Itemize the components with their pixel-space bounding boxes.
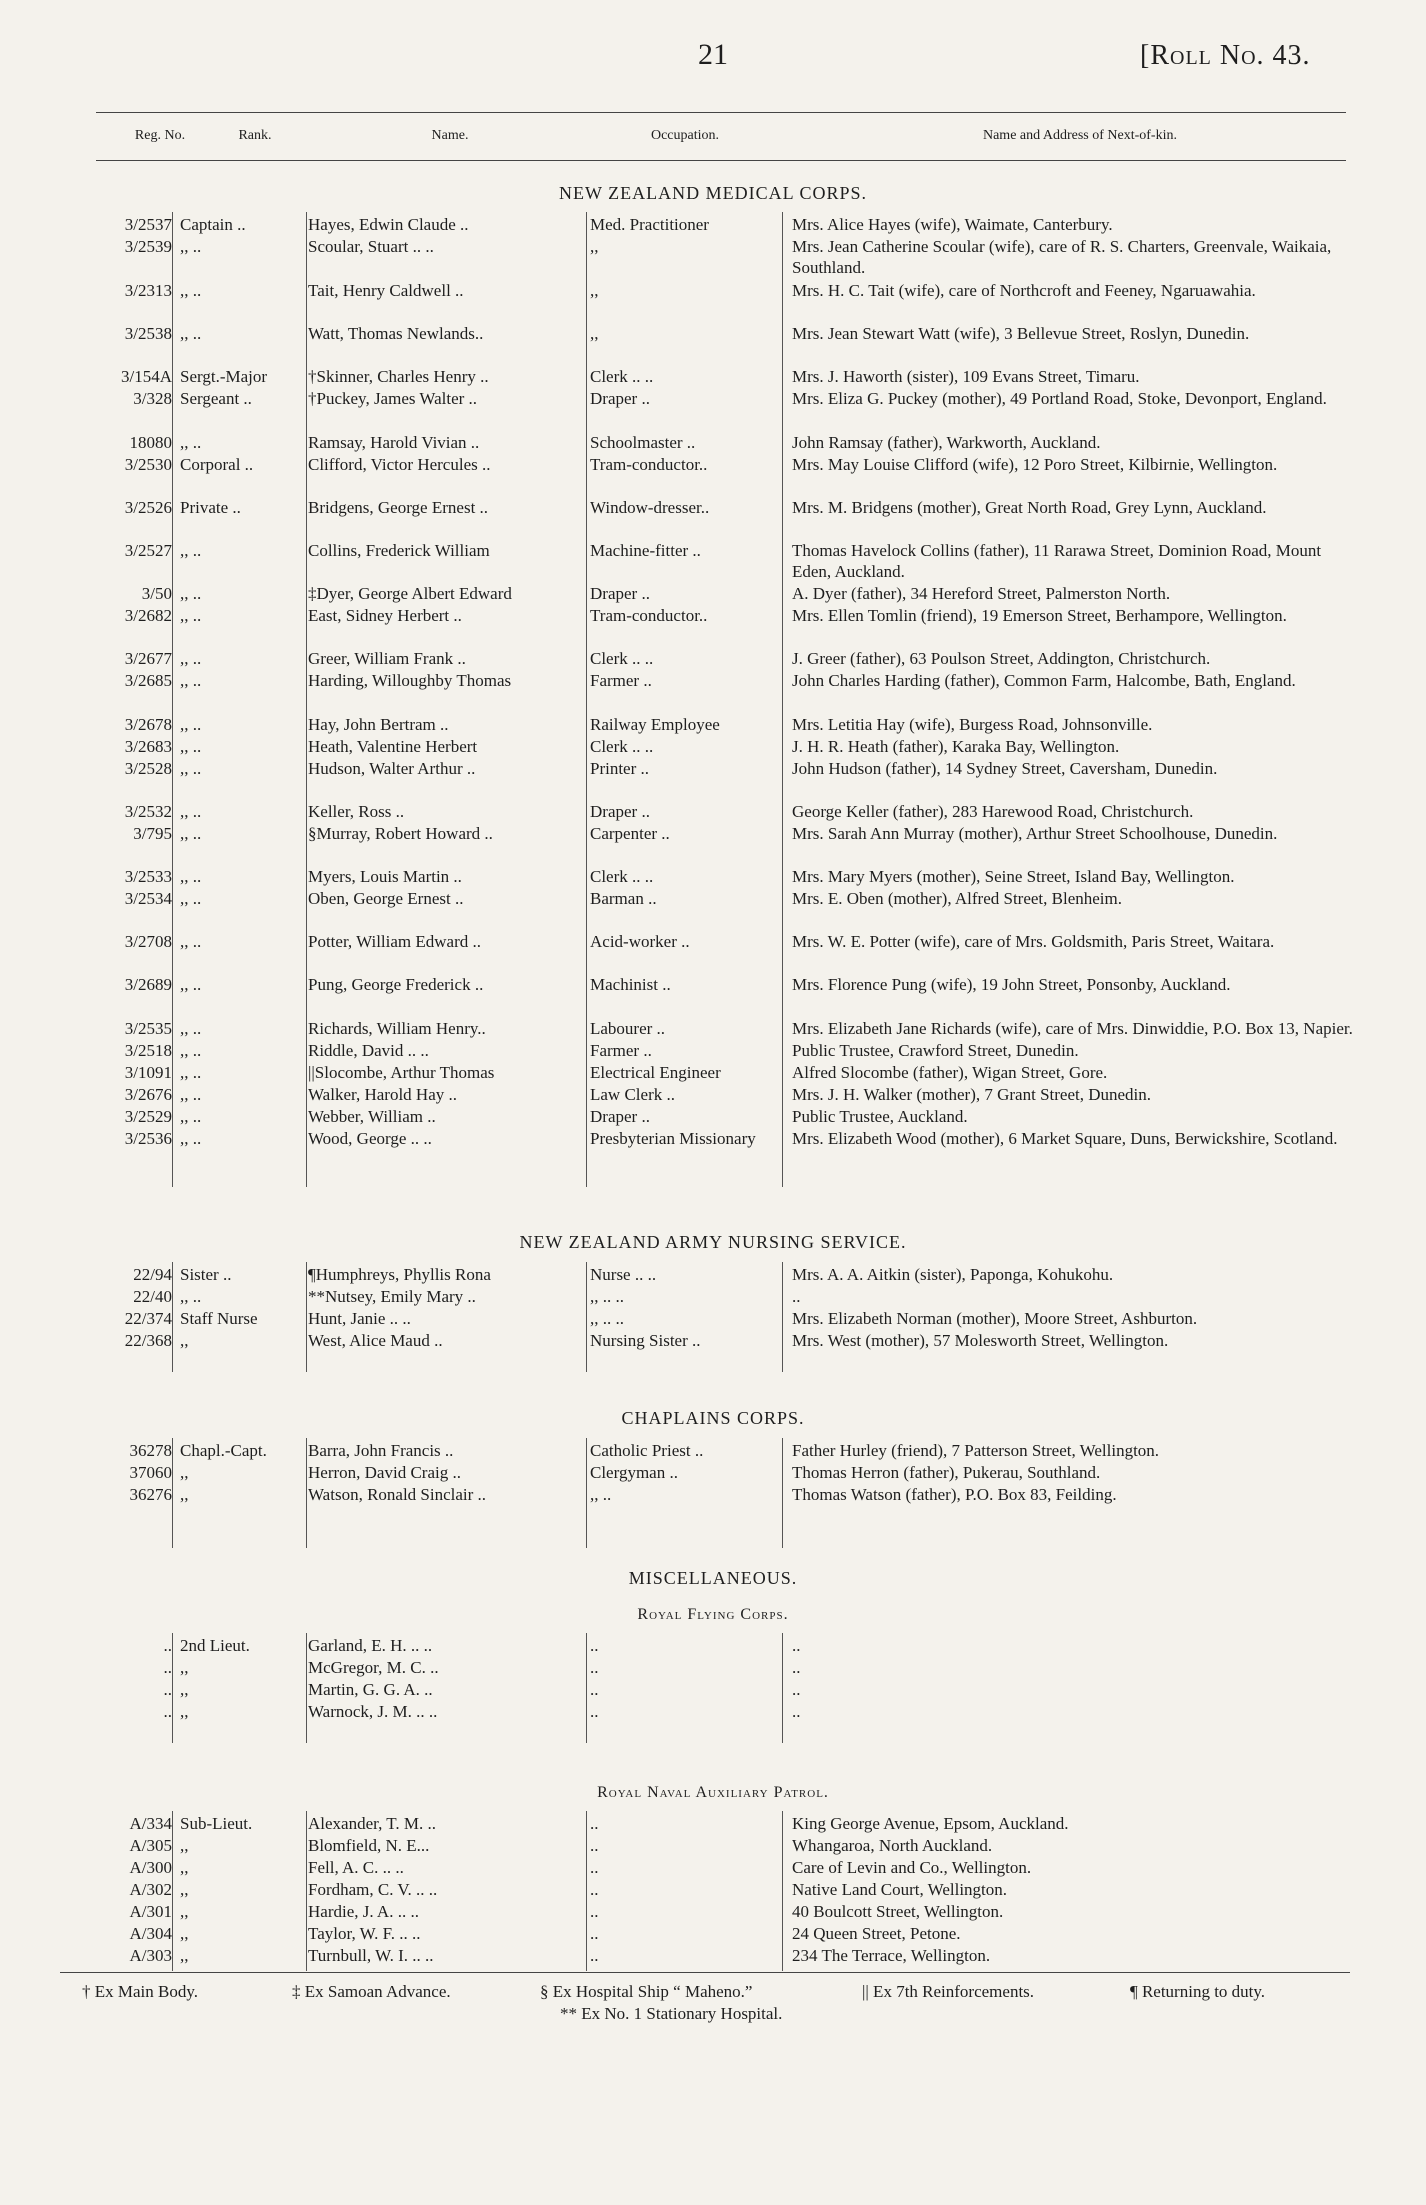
rank-cell: ,, .. <box>180 1107 202 1126</box>
reg-no-cell: 22/374 <box>124 1309 172 1328</box>
rank-cell: Sergeant .. <box>180 389 252 408</box>
reg-no-cell: A/300 <box>129 1858 172 1877</box>
footnote-samoan: ‡ Ex Samoan Advance. <box>292 1982 451 2001</box>
reg-no-cell: 3/1091 <box>124 1063 172 1082</box>
rank-cell: ,, .. <box>180 802 202 821</box>
occupation-cell: Printer .. <box>590 759 650 778</box>
column-divider <box>172 1262 173 1372</box>
col-header-occupation: Occupation. <box>650 128 720 143</box>
reg-no-cell: 3/2313 <box>124 281 172 300</box>
occupation-cell: Clerk .. .. <box>590 867 654 886</box>
next-of-kin-cell: King George Avenue, Epsom, Auckland. <box>792 1814 1069 1833</box>
occupation-cell: ,, <box>590 237 599 256</box>
next-of-kin-cell: Mrs. J. H. Walker (mother), 7 Grant Street, Dunedin. <box>792 1085 1152 1104</box>
next-of-kin-cell: J. Greer (father), 63 Poulson Street, Addington, Christchurch. <box>792 649 1211 668</box>
col-header-next-of-kin: Name and Address of Next-of-kin. <box>982 128 1177 143</box>
rank-cell: ,, .. <box>180 324 202 343</box>
reg-no-cell: 36276 <box>129 1485 172 1504</box>
occupation-cell: Tram-conductor.. <box>590 606 708 625</box>
rank-cell: Private .. <box>180 498 241 517</box>
reg-no-cell: 22/94 <box>133 1265 172 1284</box>
occupation-cell: Draper .. <box>590 1107 650 1126</box>
rank-cell: ,, <box>180 1836 189 1855</box>
reg-no-cell: A/304 <box>129 1924 172 1943</box>
reg-no-cell: 3/2535 <box>124 1019 172 1038</box>
name-cell: Oben, George Ernest .. <box>308 889 464 908</box>
name-cell: Scoular, Stuart .. .. <box>308 237 434 256</box>
occupation-cell: Draper .. <box>590 389 650 408</box>
rank-cell: ,, <box>180 1680 189 1699</box>
next-of-kin-cell: Thomas Watson (father), P.O. Box 83, Feilding. <box>792 1485 1117 1504</box>
occupation-cell: Carpenter .. <box>590 824 670 843</box>
rank-cell: ,, .. <box>180 433 202 452</box>
footnote-main-body: † Ex Main Body. <box>82 1982 199 2001</box>
reg-no-cell: 3/2683 <box>124 737 172 756</box>
rank-cell: ,, .. <box>180 824 202 843</box>
column-divider <box>172 212 173 1187</box>
column-divider <box>172 1633 173 1743</box>
occupation-cell: .. <box>590 1946 599 1965</box>
name-cell: Blomfield, N. E... <box>308 1836 430 1855</box>
rank-cell: Captain .. <box>180 215 246 234</box>
rank-cell: 2nd Lieut. <box>180 1636 250 1655</box>
rank-cell: ,, .. <box>180 1019 202 1038</box>
name-cell: Hardie, J. A. .. .. <box>308 1902 419 1921</box>
next-of-kin-cell: Thomas Havelock Collins (father), 11 Rarawa Street, Dominion Road, Mount Eden, Auckland. <box>792 541 1322 581</box>
rank-cell: ,, .. <box>180 889 202 908</box>
occupation-cell: Farmer .. <box>590 1041 652 1060</box>
occupation-cell: Clerk .. .. <box>590 649 654 668</box>
name-cell: Hunt, Janie .. .. <box>308 1309 411 1328</box>
occupation-cell: Electrical Engineer <box>590 1063 721 1082</box>
rank-cell: ,, <box>180 1924 189 1943</box>
rank-cell: ,, <box>180 1485 189 1504</box>
rank-cell: ,, .. <box>180 541 202 560</box>
name-cell: Watt, Thomas Newlands.. <box>308 324 484 343</box>
next-of-kin-cell: John Charles Harding (father), Common Farm, Halcombe, Bath, England. <box>792 671 1296 690</box>
section-title: CHAPLAINS CORPS. <box>621 1408 805 1428</box>
rank-cell: ,, .. <box>180 759 202 778</box>
reg-no-cell: 22/40 <box>133 1287 172 1306</box>
reg-no-cell: 3/2689 <box>124 975 172 994</box>
next-of-kin-cell: Mrs. Jean Stewart Watt (wife), 3 Bellevue Street, Roslyn, Dunedin. <box>792 324 1250 343</box>
section-title: NEW ZEALAND MEDICAL CORPS. <box>559 183 867 203</box>
column-divider <box>782 1811 783 1971</box>
name-cell: §Murray, Robert Howard .. <box>308 824 493 843</box>
occupation-cell: Catholic Priest .. <box>590 1441 704 1460</box>
column-divider <box>782 212 783 1187</box>
next-of-kin-cell: Mrs. Elizabeth Wood (mother), 6 Market Square, Duns, Berwickshire, Scotland. <box>792 1129 1338 1148</box>
name-cell: Ramsay, Harold Vivian .. <box>308 433 480 452</box>
next-of-kin-cell: 234 The Terrace, Wellington. <box>792 1946 991 1965</box>
rank-cell: Sergt.-Major <box>180 367 268 386</box>
name-cell: Watson, Ronald Sinclair .. <box>308 1485 487 1504</box>
rank-cell: ,, .. <box>180 606 202 625</box>
column-divider <box>306 1438 307 1548</box>
reg-no-cell: 3/2528 <box>124 759 172 778</box>
rank-cell: Corporal .. <box>180 455 254 474</box>
column-divider <box>586 1811 587 1971</box>
rank-cell: ,, <box>180 1880 189 1899</box>
occupation-cell: Draper .. <box>590 584 650 603</box>
name-cell: Fordham, C. V. .. .. <box>308 1880 438 1899</box>
name-cell: Bridgens, George Ernest .. <box>308 498 489 517</box>
name-cell: ¶Humphreys, Phyllis Rona <box>308 1265 491 1284</box>
occupation-cell: Railway Employee <box>590 715 720 734</box>
reg-no-cell: 3/2539 <box>124 237 172 256</box>
next-of-kin-cell: A. Dyer (father), 34 Hereford Street, Palmerston North. <box>792 584 1171 603</box>
rank-cell: ,, .. <box>180 715 202 734</box>
rank-cell: ,, .. <box>180 1287 202 1306</box>
reg-no-cell: .. <box>163 1636 172 1655</box>
rank-cell: ,, .. <box>180 1063 202 1082</box>
occupation-cell: Clerk .. .. <box>590 737 654 756</box>
column-divider <box>782 1438 783 1548</box>
reg-no-cell: 3/795 <box>133 824 172 843</box>
next-of-kin-cell: Father Hurley (friend), 7 Patterson Street, Wellington. <box>792 1441 1160 1460</box>
name-cell: Fell, A. C. .. .. <box>308 1858 404 1877</box>
column-divider <box>306 212 307 1187</box>
rank-cell: Staff Nurse <box>180 1309 258 1328</box>
occupation-cell: .. <box>590 1880 599 1899</box>
occupation-cell: Nurse .. .. <box>590 1265 657 1284</box>
section-subtitle: Royal Naval Auxiliary Patrol. <box>597 1784 829 1801</box>
reg-no-cell: 3/154A <box>121 367 172 386</box>
page-number: 21 <box>698 38 728 71</box>
rank-cell: Sub-Lieut. <box>180 1814 253 1833</box>
rank-cell: ,, .. <box>180 584 202 603</box>
next-of-kin-cell: J. H. R. Heath (father), Karaka Bay, Wellington. <box>792 737 1120 756</box>
roll-number: [Roll No. 43. <box>1140 40 1311 71</box>
rank-cell: ,, <box>180 1902 189 1921</box>
occupation-cell: .. <box>590 1658 599 1677</box>
reg-no-cell: .. <box>163 1702 172 1721</box>
name-cell: †Skinner, Charles Henry .. <box>308 367 489 386</box>
name-cell: East, Sidney Herbert .. <box>308 606 462 625</box>
name-cell: Riddle, David .. .. <box>308 1041 429 1060</box>
next-of-kin-cell: .. <box>792 1680 801 1699</box>
occupation-cell: .. <box>590 1858 599 1877</box>
column-divider <box>782 1262 783 1372</box>
occupation-cell: Draper .. <box>590 802 650 821</box>
rank-cell: Chapl.-Capt. <box>180 1441 267 1460</box>
name-cell: Collins, Frederick William <box>308 541 490 560</box>
next-of-kin-cell: Mrs. W. E. Potter (wife), care of Mrs. Goldsmith, Paris Street, Waitara. <box>792 932 1275 951</box>
column-divider <box>306 1262 307 1372</box>
header-rule-bottom <box>96 160 1346 161</box>
reg-no-cell: 3/2527 <box>124 541 172 560</box>
reg-no-cell: 3/2682 <box>124 606 172 625</box>
reg-no-cell: 3/2536 <box>124 1129 172 1148</box>
occupation-cell: Acid-worker .. <box>590 932 690 951</box>
name-cell: Wood, George .. .. <box>308 1129 432 1148</box>
rank-cell: ,, .. <box>180 237 202 256</box>
name-cell: ‡Dyer, George Albert Edward <box>308 584 512 603</box>
reg-no-cell: A/303 <box>129 1946 172 1965</box>
rank-cell: ,, <box>180 1331 189 1350</box>
reg-no-cell: 3/2676 <box>124 1085 172 1104</box>
column-divider <box>586 1633 587 1743</box>
next-of-kin-cell: Mrs. Jean Catherine Scoular (wife), care of R. S. Charters, Greenvale, Waikaia, Southland. <box>792 237 1332 277</box>
next-of-kin-cell: John Hudson (father), 14 Sydney Street, Caversham, Dunedin. <box>792 759 1218 778</box>
header-rule-top <box>96 112 1346 113</box>
occupation-cell: .. <box>590 1902 599 1921</box>
name-cell: ||Slocombe, Arthur Thomas <box>308 1063 495 1082</box>
next-of-kin-cell: Mrs. Ellen Tomlin (friend), 19 Emerson Street, Berhampore, Wellington. <box>792 606 1287 625</box>
column-divider <box>586 1262 587 1372</box>
next-of-kin-cell: Mrs. J. Haworth (sister), 109 Evans Street, Timaru. <box>792 367 1140 386</box>
reg-no-cell: .. <box>163 1680 172 1699</box>
next-of-kin-cell: George Keller (father), 283 Harewood Road, Christchurch. <box>792 802 1194 821</box>
rank-cell: ,, <box>180 1858 189 1877</box>
occupation-cell: Machinist .. <box>590 975 671 994</box>
reg-no-cell: 3/2532 <box>124 802 172 821</box>
rank-cell: ,, <box>180 1463 189 1482</box>
occupation-cell: .. <box>590 1636 599 1655</box>
rank-cell: ,, .. <box>180 671 202 690</box>
next-of-kin-cell: .. <box>792 1702 801 1721</box>
rank-cell: ,, <box>180 1946 189 1965</box>
footnote-seventh: || Ex 7th Reinforcements. <box>862 1982 1035 2001</box>
reg-no-cell: 3/50 <box>141 584 172 603</box>
next-of-kin-cell: .. <box>792 1287 801 1306</box>
name-cell: Greer, William Frank .. <box>308 649 466 668</box>
reg-no-cell: .. <box>163 1658 172 1677</box>
next-of-kin-cell: Mrs. A. A. Aitkin (sister), Paponga, Kohukohu. <box>792 1265 1114 1284</box>
reg-no-cell: 22/368 <box>124 1331 172 1350</box>
next-of-kin-cell: Native Land Court, Wellington. <box>792 1880 1008 1899</box>
next-of-kin-cell: .. <box>792 1658 801 1677</box>
section-title: NEW ZEALAND ARMY NURSING SERVICE. <box>519 1232 907 1252</box>
reg-no-cell: 36278 <box>129 1441 172 1460</box>
name-cell: Pung, George Frederick .. <box>308 975 484 994</box>
rank-cell: ,, .. <box>180 867 202 886</box>
next-of-kin-cell: Mrs. Elizabeth Jane Richards (wife), care of Mrs. Dinwiddie, P.O. Box 13, Napier. <box>792 1019 1353 1038</box>
next-of-kin-cell: .. <box>792 1636 801 1655</box>
column-divider <box>306 1811 307 1971</box>
occupation-cell: ,, <box>590 281 599 300</box>
footnote-rule <box>60 1972 1350 1973</box>
reg-no-cell: A/334 <box>129 1814 172 1833</box>
col-header-name: Name. <box>431 128 469 143</box>
reg-no-cell: 3/328 <box>133 389 172 408</box>
column-divider <box>782 1633 783 1743</box>
rank-cell: ,, .. <box>180 649 202 668</box>
rank-cell: ,, .. <box>180 281 202 300</box>
reg-no-cell: 3/2677 <box>124 649 172 668</box>
name-cell: Warnock, J. M. .. .. <box>308 1702 438 1721</box>
occupation-cell: Law Clerk .. <box>590 1085 675 1104</box>
name-cell: Hudson, Walter Arthur .. <box>308 759 476 778</box>
reg-no-cell: 3/2538 <box>124 324 172 343</box>
next-of-kin-cell: Whangaroa, North Auckland. <box>792 1836 993 1855</box>
name-cell: Webber, William .. <box>308 1107 436 1126</box>
rank-cell: ,, .. <box>180 737 202 756</box>
rank-cell: ,, .. <box>180 932 202 951</box>
next-of-kin-cell: Mrs. M. Bridgens (mother), Great North Road, Grey Lynn, Auckland. <box>792 498 1267 517</box>
column-divider <box>306 1633 307 1743</box>
next-of-kin-cell: Mrs. E. Oben (mother), Alfred Street, Blenheim. <box>792 889 1123 908</box>
occupation-cell: Tram-conductor.. <box>590 455 708 474</box>
name-cell: Walker, Harold Hay .. <box>308 1085 458 1104</box>
column-divider <box>172 1811 173 1971</box>
occupation-cell: Presbyterian Missionary <box>590 1129 756 1148</box>
next-of-kin-cell: Mrs. Eliza G. Puckey (mother), 49 Portland Road, Stoke, Devonport, England. <box>792 389 1327 408</box>
next-of-kin-cell: Mrs. West (mother), 57 Molesworth Street, Wellington. <box>792 1331 1169 1350</box>
occupation-cell: Clergyman .. <box>590 1463 678 1482</box>
occupation-cell: ,, .. <box>590 1485 612 1504</box>
name-cell: Tait, Henry Caldwell .. <box>308 281 464 300</box>
section-title: MISCELLANEOUS. <box>628 1568 798 1588</box>
name-cell: Clifford, Victor Hercules .. <box>308 455 491 474</box>
rank-cell: ,, .. <box>180 1041 202 1060</box>
next-of-kin-cell: Public Trustee, Crawford Street, Dunedin. <box>792 1041 1079 1060</box>
reg-no-cell: 3/2530 <box>124 455 172 474</box>
occupation-cell: .. <box>590 1680 599 1699</box>
footnote-returning: ¶ Returning to duty. <box>1130 1982 1266 2001</box>
footnote-stationary: ** Ex No. 1 Stationary Hospital. <box>560 2004 783 2023</box>
reg-no-cell: 3/2533 <box>124 867 172 886</box>
column-divider <box>172 1438 173 1548</box>
name-cell: Potter, William Edward .. <box>308 932 482 951</box>
reg-no-cell: 3/2537 <box>124 215 172 234</box>
next-of-kin-cell: Mrs. Alice Hayes (wife), Waimate, Canterbury. <box>792 215 1113 234</box>
name-cell: **Nutsey, Emily Mary .. <box>308 1287 476 1306</box>
name-cell: Heath, Valentine Herbert <box>308 737 478 756</box>
name-cell: West, Alice Maud .. <box>308 1331 443 1350</box>
name-cell: Turnbull, W. I. .. .. <box>308 1946 434 1965</box>
occupation-cell: Barman .. <box>590 889 657 908</box>
next-of-kin-cell: Alfred Slocombe (father), Wigan Street, Gore. <box>792 1063 1108 1082</box>
name-cell: †Puckey, James Walter .. <box>308 389 478 408</box>
name-cell: Taylor, W. F. .. .. <box>308 1924 421 1943</box>
occupation-cell: .. <box>590 1924 599 1943</box>
name-cell: Garland, E. H. .. .. <box>308 1636 433 1655</box>
next-of-kin-cell: Mrs. Mary Myers (mother), Seine Street, Island Bay, Wellington. <box>792 867 1235 886</box>
next-of-kin-cell: Care of Levin and Co., Wellington. <box>792 1858 1032 1877</box>
name-cell: Barra, John Francis .. <box>308 1441 454 1460</box>
next-of-kin-cell: Mrs. Sarah Ann Murray (mother), Arthur Street Schoolhouse, Dunedin. <box>792 824 1278 843</box>
name-cell: McGregor, M. C. .. <box>308 1658 439 1677</box>
name-cell: Keller, Ross .. <box>308 802 405 821</box>
reg-no-cell: 3/2678 <box>124 715 172 734</box>
occupation-cell: Nursing Sister .. <box>590 1331 701 1350</box>
reg-no-cell: 3/2529 <box>124 1107 172 1126</box>
occupation-cell: ,, <box>590 324 599 343</box>
rank-cell: ,, <box>180 1702 189 1721</box>
occupation-cell: Window-dresser.. <box>590 498 710 517</box>
occupation-cell: Farmer .. <box>590 671 652 690</box>
name-cell: Harding, Willoughby Thomas <box>308 671 512 690</box>
next-of-kin-cell: 40 Boulcott Street, Wellington. <box>792 1902 1004 1921</box>
name-cell: Alexander, T. M. .. <box>308 1814 437 1833</box>
occupation-cell: Labourer .. <box>590 1019 666 1038</box>
reg-no-cell: A/305 <box>129 1836 172 1855</box>
occupation-cell: Machine-fitter .. <box>590 541 701 560</box>
col-header-rank: Rank. <box>238 128 272 143</box>
name-cell: Hayes, Edwin Claude .. <box>308 215 469 234</box>
name-cell: Hay, John Bertram .. <box>308 715 449 734</box>
column-divider <box>586 1438 587 1548</box>
rank-cell: ,, .. <box>180 975 202 994</box>
occupation-cell: .. <box>590 1814 599 1833</box>
reg-no-cell: A/302 <box>129 1880 172 1899</box>
next-of-kin-cell: Mrs. May Louise Clifford (wife), 12 Poro Street, Kilbirnie, Wellington. <box>792 455 1278 474</box>
rank-cell: ,, .. <box>180 1129 202 1148</box>
occupation-cell: Med. Practitioner <box>590 215 709 234</box>
reg-no-cell: 3/2526 <box>124 498 172 517</box>
next-of-kin-cell: Thomas Herron (father), Pukerau, Southland. <box>792 1463 1101 1482</box>
name-cell: Richards, William Henry.. <box>308 1019 486 1038</box>
section-subtitle: Royal Flying Corps. <box>637 1606 789 1623</box>
next-of-kin-cell: Mrs. H. C. Tait (wife), care of Northcroft and Feeney, Ngaruawahia. <box>792 281 1256 300</box>
next-of-kin-cell: Mrs. Letitia Hay (wife), Burgess Road, Johnsonville. <box>792 715 1153 734</box>
column-divider <box>586 212 587 1187</box>
reg-no-cell: 3/2685 <box>124 671 172 690</box>
occupation-cell: Clerk .. .. <box>590 367 654 386</box>
occupation-cell: ,, .. .. <box>590 1309 624 1328</box>
name-cell: Martin, G. G. A. .. <box>308 1680 433 1699</box>
footnote-hospital-ship: § Ex Hospital Ship “ Maheno.” <box>540 1982 753 2001</box>
next-of-kin-cell: Mrs. Florence Pung (wife), 19 John Street, Ponsonby, Auckland. <box>792 975 1231 994</box>
next-of-kin-cell: 24 Queen Street, Petone. <box>792 1924 961 1943</box>
reg-no-cell: 3/2518 <box>124 1041 172 1060</box>
next-of-kin-cell: Public Trustee, Auckland. <box>792 1107 968 1126</box>
next-of-kin-cell: Mrs. Elizabeth Norman (mother), Moore Street, Ashburton. <box>792 1309 1198 1328</box>
next-of-kin-cell: John Ramsay (father), Warkworth, Auckland. <box>792 433 1101 452</box>
reg-no-cell: 3/2708 <box>124 932 172 951</box>
rank-cell: ,, <box>180 1658 189 1677</box>
occupation-cell: .. <box>590 1702 599 1721</box>
occupation-cell: .. <box>590 1836 599 1855</box>
rank-cell: ,, .. <box>180 1085 202 1104</box>
reg-no-cell: 3/2534 <box>124 889 172 908</box>
col-header-reg: Reg. No. <box>134 128 186 143</box>
reg-no-cell: A/301 <box>129 1902 172 1921</box>
occupation-cell: Schoolmaster .. <box>590 433 696 452</box>
occupation-cell: ,, .. .. <box>590 1287 624 1306</box>
name-cell: Herron, David Craig .. <box>308 1463 461 1482</box>
reg-no-cell: 18080 <box>129 433 172 452</box>
name-cell: Myers, Louis Martin .. <box>308 867 462 886</box>
rank-cell: Sister .. <box>180 1265 232 1284</box>
reg-no-cell: 37060 <box>129 1463 172 1482</box>
